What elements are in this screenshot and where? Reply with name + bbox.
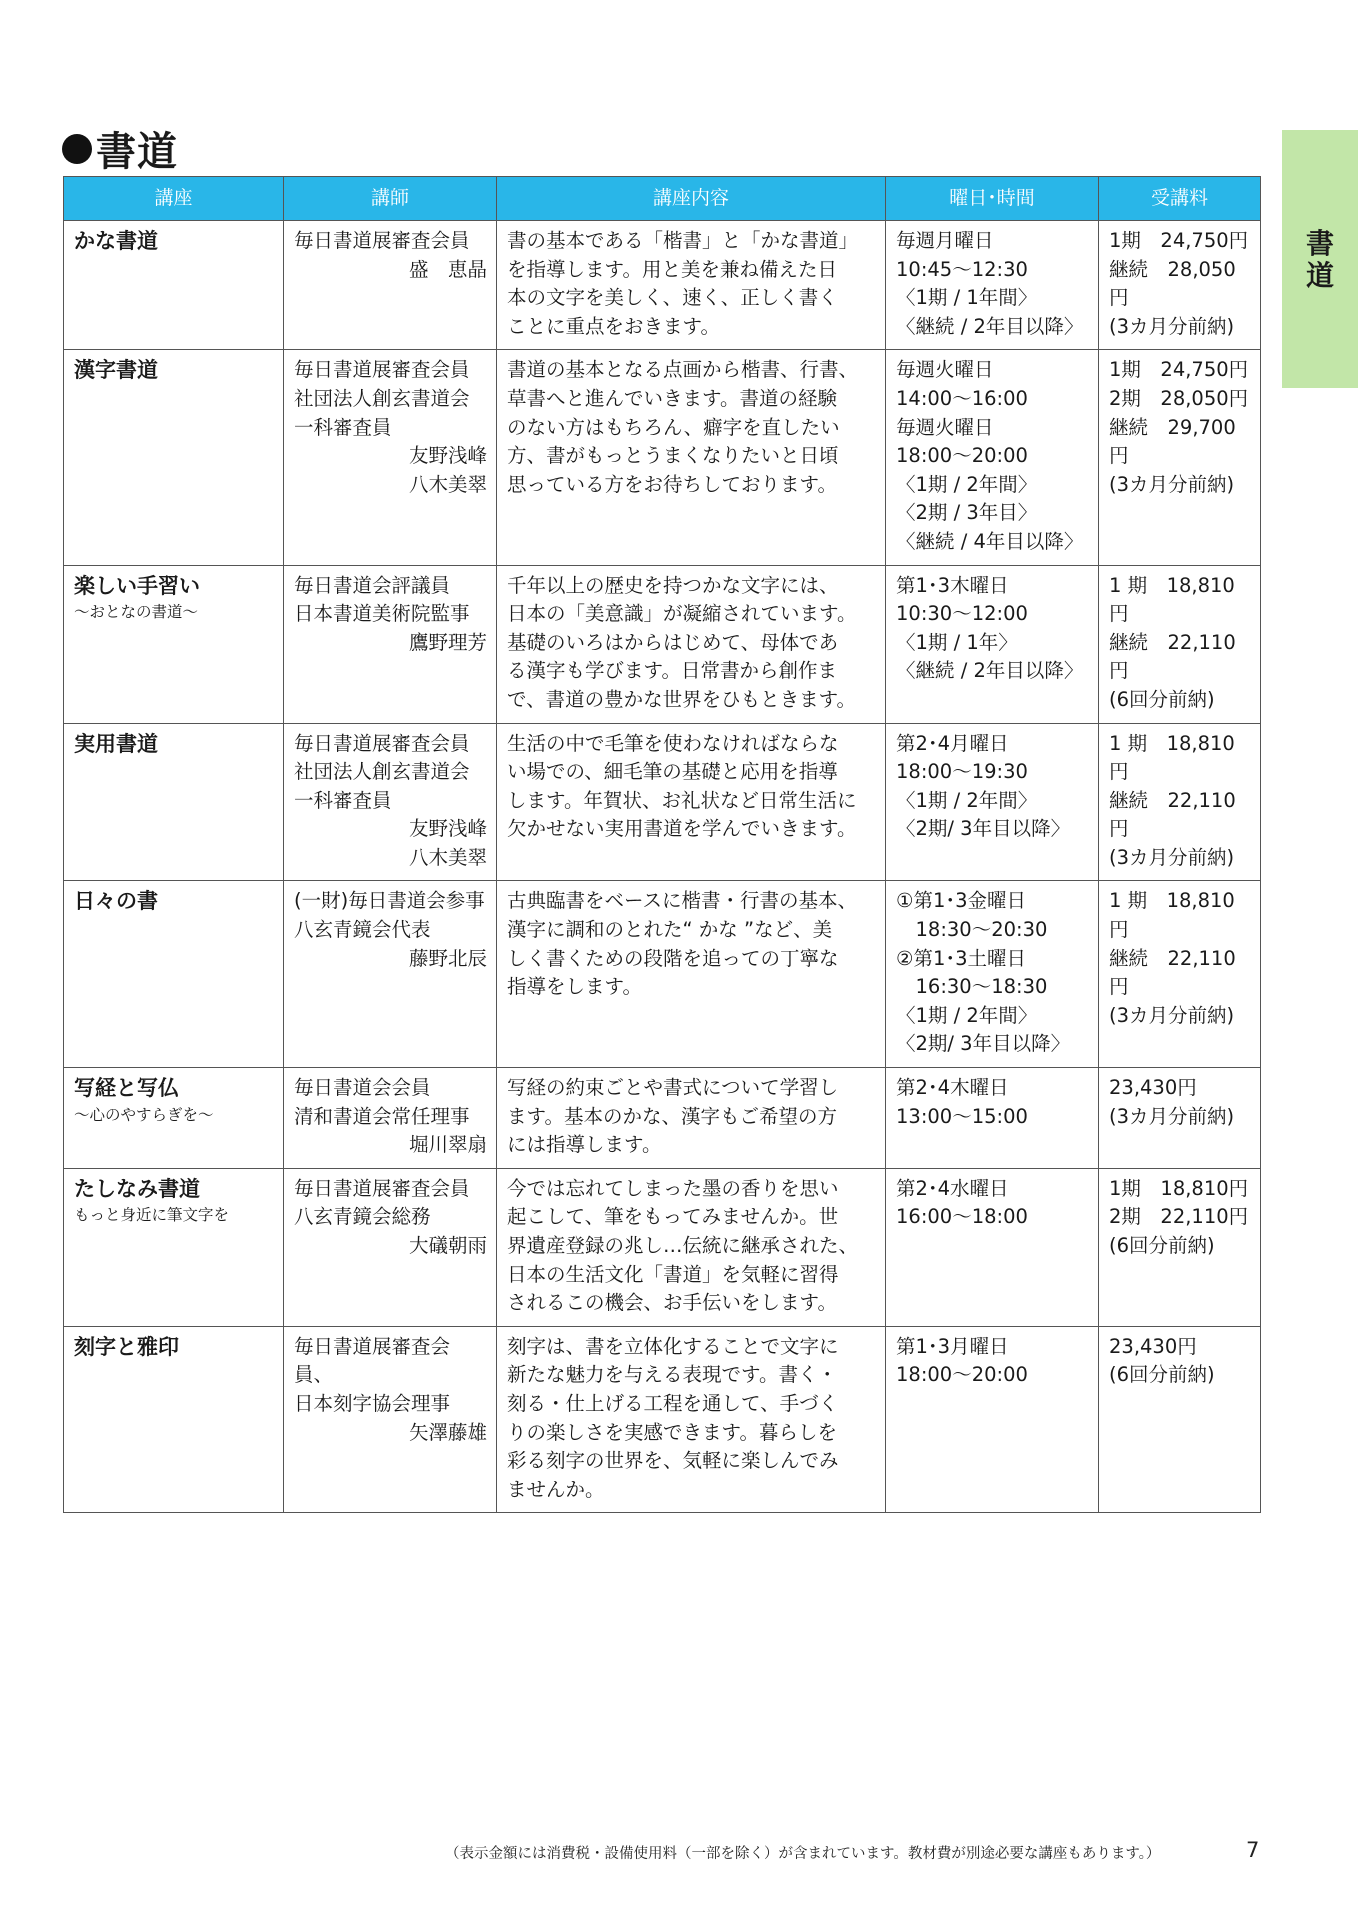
- teacher-cell: [284, 350, 497, 565]
- teacher-cell: [284, 565, 497, 723]
- teacher-title: 社団法人創玄書道会: [294, 760, 470, 784]
- teacher-cell: [284, 881, 497, 1068]
- teacher-title: 毎日書道展審査会員: [294, 731, 470, 755]
- table-row: [64, 350, 1261, 565]
- teacher-name: 友野浅峰: [408, 444, 487, 468]
- table-row: [64, 565, 1261, 723]
- content-cell: 書の基本である「楷書」と「かな書道」 を指導します。用と美を兼ね備えた日 本の文字を美しく、速く、正しく書く ことに重点をおきます。: [497, 221, 886, 350]
- table-row: [64, 1168, 1261, 1326]
- header-teacher: 講師: [284, 177, 497, 221]
- teacher-title: 一科審査員: [294, 788, 392, 812]
- content-cell: 千年以上の歴史を持つかな文字には、 日本の「美意識」が凝縮されています。 基礎のいろはからはじめて、母体であ る漢字も学びます。日常書から創作ま で、書道の豊かな世界をひもときます。: [497, 565, 886, 723]
- schedule-cell: ①第1･3金曜日 18:30～20:30 ②第1･3土曜日 16:30～18:30 〈1期 / 2年間〉 〈2期/ 3年目以降〉: [886, 881, 1099, 1068]
- course-subtitle: ～心のやすらぎを～: [74, 1105, 214, 1124]
- table-header-row: [64, 177, 1261, 221]
- teacher-name: 鷹野理芳: [408, 630, 487, 654]
- teacher-name: 八木美翠: [408, 472, 487, 496]
- fee-cell: 1 期 18,810円 継続 22,110円 (6回分前納): [1099, 565, 1261, 723]
- section-title: [62, 120, 178, 177]
- schedule-cell: 第2･4月曜日 18:00～19:30 〈1期 / 2年間〉 〈2期/ 3年目以降〉: [886, 723, 1099, 881]
- table-row: [64, 221, 1261, 350]
- teacher-title: 毎日書道会会員: [294, 1076, 431, 1100]
- course-name-cell: [64, 1168, 284, 1326]
- header-schedule: 曜日･時間: [886, 177, 1099, 221]
- teacher-title: 八玄青鏡会総務: [294, 1205, 431, 1229]
- teacher-name: 矢澤藤雄: [408, 1420, 487, 1444]
- schedule-cell: 毎週火曜日 14:00～16:00 毎週火曜日 18:00～20:00 〈1期 / 2年間〉 〈2期 / 3年目〉 〈継続 / 4年目以降〉: [886, 350, 1099, 565]
- header-course: 講座: [64, 177, 284, 221]
- schedule-cell: 第1･3月曜日 18:00～20:00: [886, 1326, 1099, 1513]
- fee-cell: 1 期 18,810円 継続 22,110円 (3カ月分前納): [1099, 881, 1261, 1068]
- side-tab-char: 道: [1305, 259, 1334, 292]
- course-name-cell: [64, 221, 284, 350]
- teacher-name: 盛 恵晶: [408, 257, 487, 281]
- course-name: 漢字書道: [74, 358, 158, 383]
- teacher-title: 日本書道美術院監事: [294, 602, 470, 626]
- section-title-text: 書道: [96, 129, 178, 175]
- table-row: [64, 881, 1261, 1068]
- course-name-cell: [64, 1326, 284, 1513]
- teacher-title: 毎日書道会評議員: [294, 573, 451, 597]
- course-name-cell: [64, 1068, 284, 1169]
- content-cell: 刻字は、書を立体化することで文字に 新たな魅力を与える表現です。書く・ 刻る・仕上げる工程を通して、手づく りの楽しさを実感できます。暮らしを 彩る刻字の世界を、気軽に楽しんでみ ませんか。: [497, 1326, 886, 1513]
- table-row: [64, 1068, 1261, 1169]
- course-name-cell: [64, 881, 284, 1068]
- teacher-title: 毎日書道展審査会員、: [294, 1334, 451, 1387]
- teacher-name: 大礒朝雨: [408, 1234, 487, 1257]
- teacher-title: 毎日書道展審査会員: [294, 1176, 470, 1200]
- course-name-cell: [64, 723, 284, 881]
- header-fee: 受講料: [1099, 177, 1261, 221]
- course-name: 写経と写仏: [74, 1076, 179, 1101]
- fee-cell: 23,430円 (6回分前納): [1099, 1326, 1261, 1513]
- teacher-cell: [284, 723, 497, 881]
- teacher-cell: [284, 1326, 497, 1513]
- course-subtitle: もっと身近に筆文字を: [74, 1206, 230, 1225]
- course-name: 刻字と雅印: [74, 1334, 179, 1359]
- teacher-title: 毎日書道展審査会員: [294, 229, 470, 252]
- side-tab-char: 書: [1305, 227, 1334, 260]
- course-name-cell: [64, 350, 284, 565]
- teacher-cell: [284, 1168, 497, 1326]
- teacher-title: 社団法人創玄書道会: [294, 386, 470, 410]
- fee-cell: 1期 24,750円 継続 28,050円 (3カ月分前納): [1099, 221, 1261, 350]
- teacher-name: 友野浅峰: [408, 817, 487, 841]
- teacher-name: 藤野北辰: [408, 946, 487, 970]
- course-name: 楽しい手習い: [74, 573, 200, 598]
- teacher-name: 八木美翠: [408, 845, 487, 869]
- content-cell: 写経の約束ごとや書式について学習し ます。基本のかな、漢字もご希望の方 には指導します。: [497, 1068, 886, 1169]
- page-number: 7: [1246, 1838, 1260, 1862]
- bullet-dot-icon: [62, 134, 92, 164]
- teacher-name: 堀川翠扇: [408, 1133, 487, 1157]
- teacher-cell: [284, 1068, 497, 1169]
- header-content: 講座内容: [497, 177, 886, 221]
- schedule-cell: 第2･4木曜日 13:00～15:00: [886, 1068, 1099, 1169]
- content-cell: 生活の中で毛筆を使わなければならな い場での、細毛筆の基礎と応用を指導 します。年賀状、お礼状など日常生活に 欠かせない実用書道を学んでいきます。: [497, 723, 886, 881]
- course-name: 実用書道: [74, 731, 158, 756]
- fee-cell: 1 期 18,810円 継続 22,110円 (3カ月分前納): [1099, 723, 1261, 881]
- table-row: [64, 1326, 1261, 1513]
- course-name: たしなみ書道: [74, 1176, 200, 1201]
- fee-cell: 23,430円 (3カ月分前納): [1099, 1068, 1261, 1169]
- teacher-title: 八玄青鏡会代表: [294, 918, 431, 942]
- schedule-cell: 第1･3木曜日 10:30～12:00 〈1期 / 1年〉 〈継続 / 2年目以降〉: [886, 565, 1099, 723]
- teacher-title: 清和書道会常任理事: [294, 1104, 470, 1128]
- course-name: かな書道: [74, 229, 158, 253]
- schedule-cell: 第2･4水曜日 16:00～18:00: [886, 1168, 1099, 1326]
- content-cell: 今では忘れてしまった墨の香りを思い 起こして、筆をもってみませんか。世 界遺産登録の兆し…伝統に継承された、 日本の生活文化「書道」を気軽に習得 されるこの機会、お手伝いをします。: [497, 1168, 886, 1326]
- fee-cell: 1期 18,810円 2期 22,110円 (6回分前納): [1099, 1168, 1261, 1326]
- teacher-title: 日本刻字協会理事: [294, 1391, 451, 1415]
- table-row: [64, 723, 1261, 881]
- course-name-cell: [64, 565, 284, 723]
- side-index-tab[interactable]: [1282, 130, 1358, 388]
- footer-note: （表示金額には消費税・設備使用料（一部を除く）が含まれています。教材費が別途必要な講座もあります。）: [445, 1846, 1161, 1862]
- schedule-cell: 毎週月曜日 10:45～12:30 〈1期 / 1年間〉 〈継続 / 2年目以降〉: [886, 221, 1099, 350]
- content-cell: 書道の基本となる点画から楷書、行書、 草書へと進んでいきます。書道の経験 のない方はもちろん、癖字を直したい 方、書がもっとうまくなりたいと日頃 思っている方をお待ちしております。: [497, 350, 886, 565]
- teacher-cell: [284, 221, 497, 350]
- teacher-title: (一財)毎日書道会参事: [294, 889, 485, 913]
- course-subtitle: ～おとなの書道～: [74, 603, 199, 622]
- course-table: [63, 176, 1261, 1513]
- content-cell: 古典臨書をベースに楷書・行書の基本、 漢字に調和のとれた“ かな ”など、美 しく書くための段階を追っての丁寧な 指導をします。: [497, 881, 886, 1068]
- teacher-title: 一科審査員: [294, 415, 392, 439]
- fee-cell: 1期 24,750円 2期 28,050円 継続 29,700円 (3カ月分前納): [1099, 350, 1261, 565]
- teacher-title: 毎日書道展審査会員: [294, 358, 470, 382]
- course-name: 日々の書: [74, 889, 158, 914]
